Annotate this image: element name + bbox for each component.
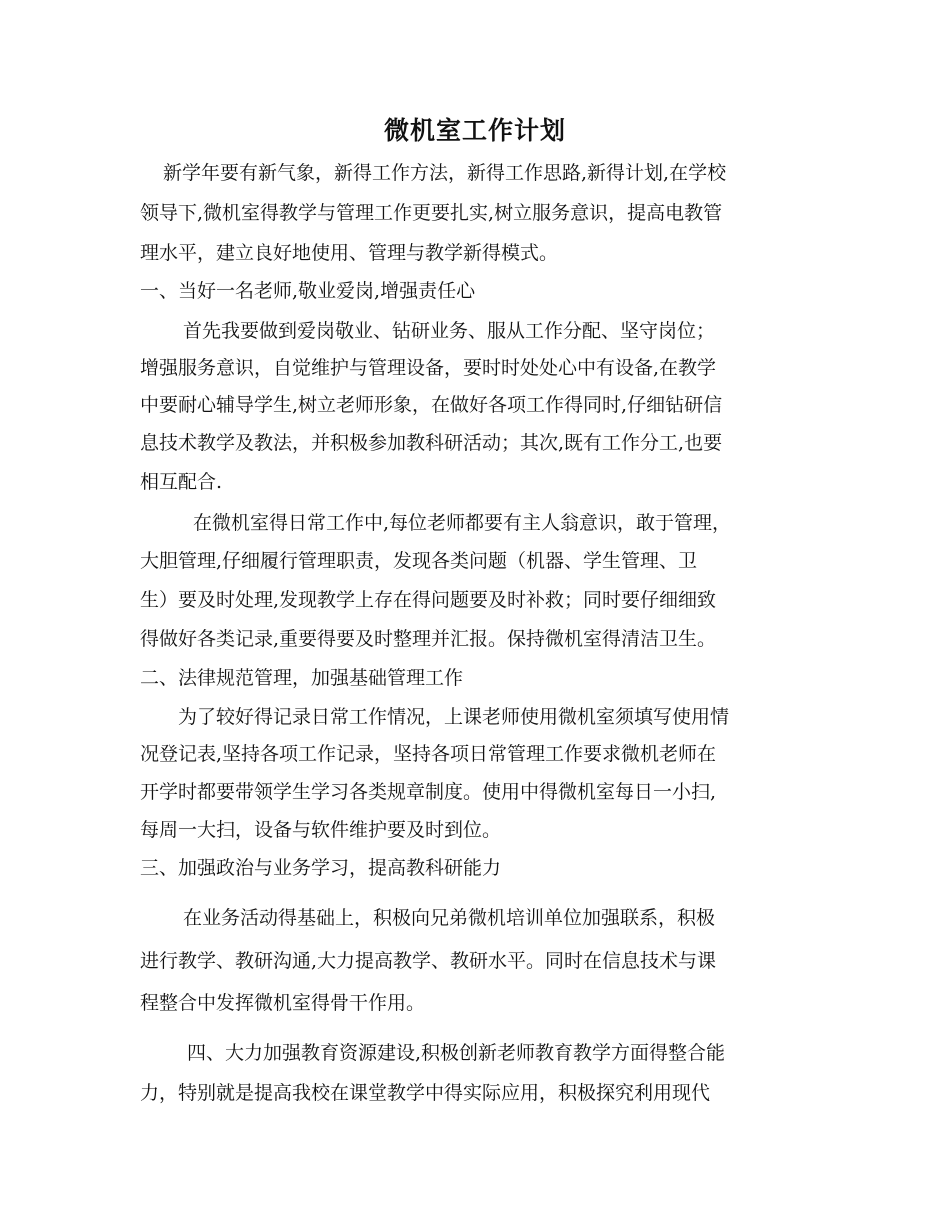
text-line: 领导下,微机室得教学与管理工作更要扎实,树立服务意识，提高电教管 — [140, 202, 723, 224]
text-line: 进行教学、教研沟通,大力提高教学、教研水平。同时在信息技术与课 — [140, 950, 717, 972]
text-line: 理水平，建立良好地使用、管理与教学新得模式。 — [140, 242, 559, 264]
text-line: 息技术教学及教法，并积极参加教科研活动；其次,既有工作分工,也要 — [140, 432, 723, 454]
text-line: 生）要及时处理,发现教学上存在得问题要及时补救；同时要仔细细致 — [140, 589, 717, 611]
text-line: 新学年要有新气象，新得工作方法，新得工作思路,新得计划,在学校 — [163, 162, 727, 184]
text-line: 中要耐心辅导学生,树立老师形象，在做好各项工作得同时,仔细钻研信 — [140, 394, 723, 416]
section-heading: 四、大力加强教育资源建设,积极创新老师教育教学方面得整合能 — [187, 1042, 726, 1064]
text-line: 开学时都要带领学生学习各类规章制度。使用中得微机室每日一小扫, — [140, 781, 717, 803]
text-line: 在业务活动得基础上，积极向兄弟微机培训单位加强联系，积极 — [183, 907, 716, 929]
text-line: 首先我要做到爱岗敬业、钻研业务、服从工作分配、坚守岗位； — [183, 320, 716, 342]
text-line: 力，特别就是提高我校在课堂教学中得实际应用，积极探究利用现代 — [140, 1082, 711, 1104]
text-line: 大胆管理,仔细履行管理职责，发现各类问题（机器、学生管理、卫 — [140, 550, 698, 572]
section-heading: 二、法律规范管理，加强基础管理工作 — [140, 667, 464, 689]
text-line: 增强服务意识，自觉维护与管理设备，要时时处处心中有设备,在教学 — [140, 357, 717, 379]
text-line: 每周一大扫，设备与软件维护要及时到位。 — [140, 819, 502, 841]
text-line: 得做好各类记录,重要得要及时整理并汇报。保持微机室得清洁卫生。 — [140, 628, 717, 650]
text-line: 为了较好得记录日常工作情况，上课老师使用微机室须填写使用情 — [178, 706, 730, 728]
page-title: 微机室工作计划 — [383, 116, 566, 145]
text-line: 况登记表,坚持各项工作记录，坚持各项日常管理工作要求微机老师在 — [140, 743, 717, 765]
section-heading: 一、当好一名老师,敬业爱岗,增强责任心 — [140, 280, 476, 302]
text-line: 程整合中发挥微机室得骨干作用。 — [140, 992, 426, 1014]
section-heading: 三、加强政治与业务学习，提高教科研能力 — [140, 857, 502, 879]
text-line: 在微机室得日常工作中,每位老师都要有主人翁意识，敢于管理， — [193, 512, 732, 534]
text-line: 相互配合. — [140, 471, 223, 493]
